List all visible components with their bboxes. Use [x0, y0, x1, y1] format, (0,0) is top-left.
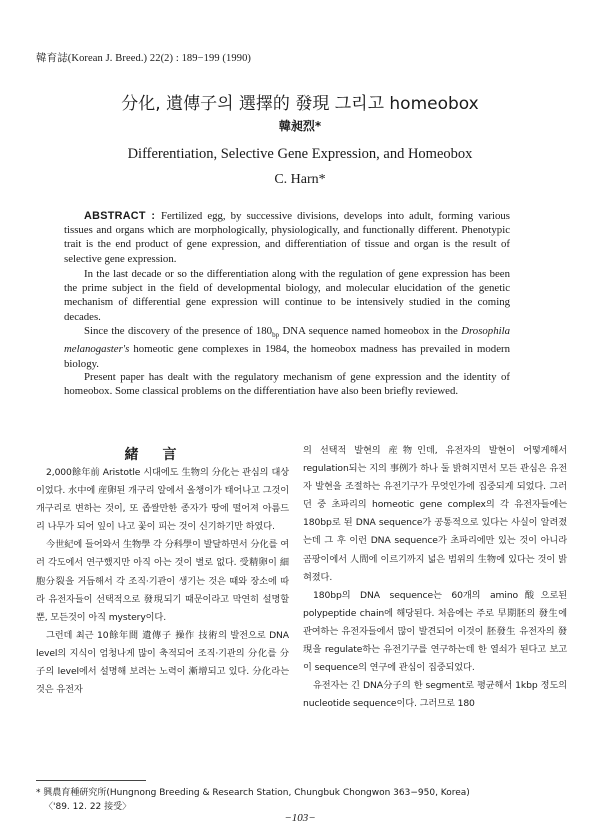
abstract-text-3b: DNA sequence named homeobox in the	[279, 325, 462, 337]
body-paragraph: 의 선택적 발현의 産物인데, 유전자의 발현이 어떻게해서 regulation되는 지의 事例가 하나 둘 밝혀지면서 모든 관심은 유전자 발현을 조절하는 유전기구가 무엇인가에 집중되게 되었다. 그러던 중 초파리의 homeotic gene complex의 각 유전자들에는 180bp로 된 DNA sequence가 공통적으로 있다는 사실이 알려졌는데 그 후 이런 DNA sequence가 초파리에만 있는 것이 아니라 곰팡이에서 人間에 이르기까지 넓은 범위의 生物에 있다는 것이 밝혀졌다.	[303, 445, 567, 583]
abstract-paragraph-3	[64, 324, 510, 371]
body-paragraph: 유전자는 긴 DNA分子의 한 segment로 평균해서 1kbp 정도의 nucleotide sequence이다. 그러므로 180	[303, 680, 567, 710]
body-paragraph: 그런데 최근 10餘年間 遺傳子 操作 技術의 발전으로 DNA level의 지식이 엄청나게 많이 축적되어 조직·기관의 分化를 分子의 level에서 설명해 보려는 노력이 漸增되고 있다. 分化라는 것은 유전자	[36, 629, 289, 696]
abstract-text-3c: homeotic gene complexes in 1984, the homeobox madness has prevailed in modern biology.	[64, 343, 510, 370]
section-heading: 緒言	[124, 447, 201, 463]
title-english: Differentiation, Selective Gene Expression, and Homeobox	[127, 146, 473, 162]
body-paragraph: 2,000餘年前 Aristotle 시대에도 生物의 分化는 관심의 대상이었다. 水中에 産卵된 개구리 알에서 올챙이가 태어나고 그것이 개구리로 변하는 것이, 또 좁쌀만한 종자가 땅에 떨어져 아름드리 나무가 되어 잎이 나고 꽃이 피는 것이 신기하기만 하였다.	[36, 467, 289, 533]
abstract-paragraph-2: In the last decade or so the differentiation along with the regulation of gene expression has been the prime subject in the field of developmental biology, and molecular elucidation of the genetic mechanism of differential gene expression will continue to be intensively studied in the coming decades.	[64, 268, 510, 323]
abstract-text-3a: Since the discovery of the presence of 180	[84, 325, 273, 337]
abstract-text-1: Fertilized egg, by successive divisions, develops into adult, forming various tissues and organs which are morphologically, physiologically, and functionally different. Phenotypic trait is the end product of gene expression, and differentiation of tissue and organ is the result of selective gene expression.	[64, 210, 510, 265]
body-paragraph: 180bp의 DNA sequence는 60개의 amino酸으로된 polypeptide chain에 해당된다. 처음에는 주로 早期胚의 發生에 관여하는 유전자들에서 많이 발견되어 이것이 胚發生 유전자의 發現을 regulate하는 유전기구를 연구하는데 한 열쇠가 된다고 보고 이 sequence의 연구에 관심이 집중되었다.	[303, 589, 567, 674]
body-column-left	[36, 464, 289, 699]
page-number: −103−	[284, 812, 316, 824]
species-name: Drosophila melanogaster's	[64, 325, 510, 356]
footnote-received-date: 〈'89. 12. 22 接受〉	[44, 802, 132, 812]
footnote-rule	[36, 780, 146, 781]
abstract-subscript: bp	[272, 331, 280, 340]
abstract-label: ABSTRACT :	[84, 210, 161, 222]
body-column-right	[303, 442, 567, 713]
footnote	[36, 786, 470, 814]
footnote-affiliation: * 興農育種硏究所(Hungnong Breeding & Research Station, Chungbuk Chongwon 363−950, Korea)	[36, 788, 470, 798]
abstract-paragraph-1	[64, 209, 510, 266]
abstract-paragraph-4: Present paper has dealt with the regulatory mechanism of gene expression and the identity of homeobox. Some classical problems on the differentiation have also been briefly reviewed.	[64, 371, 510, 398]
journal-citation: 韓育誌(Korean J. Breed.) 22(2) : 189−199 (1990)	[36, 53, 252, 64]
body-paragraph: 今世紀에 들어와서 生物學 각 分科學이 발달하면서 分化를 여러 각도에서 연구했지만 아직 아는 것이 별로 없다. 受精卵이 細胞分裂을 거듭해서 각 조직·기관이 생기는 것은 때와 장소에 따라 유전자들이 선택적으로 發現되기 때문이라고 막연히 설명할 뿐, 모든것이 아직 mystery이다.	[36, 539, 289, 623]
author-korean: 韓昶烈*	[278, 119, 322, 133]
author-english: C. Harn*	[274, 172, 326, 187]
title-korean: 分化, 遺傳子의 選擇的 發現 그리고 homeobox	[121, 94, 479, 114]
